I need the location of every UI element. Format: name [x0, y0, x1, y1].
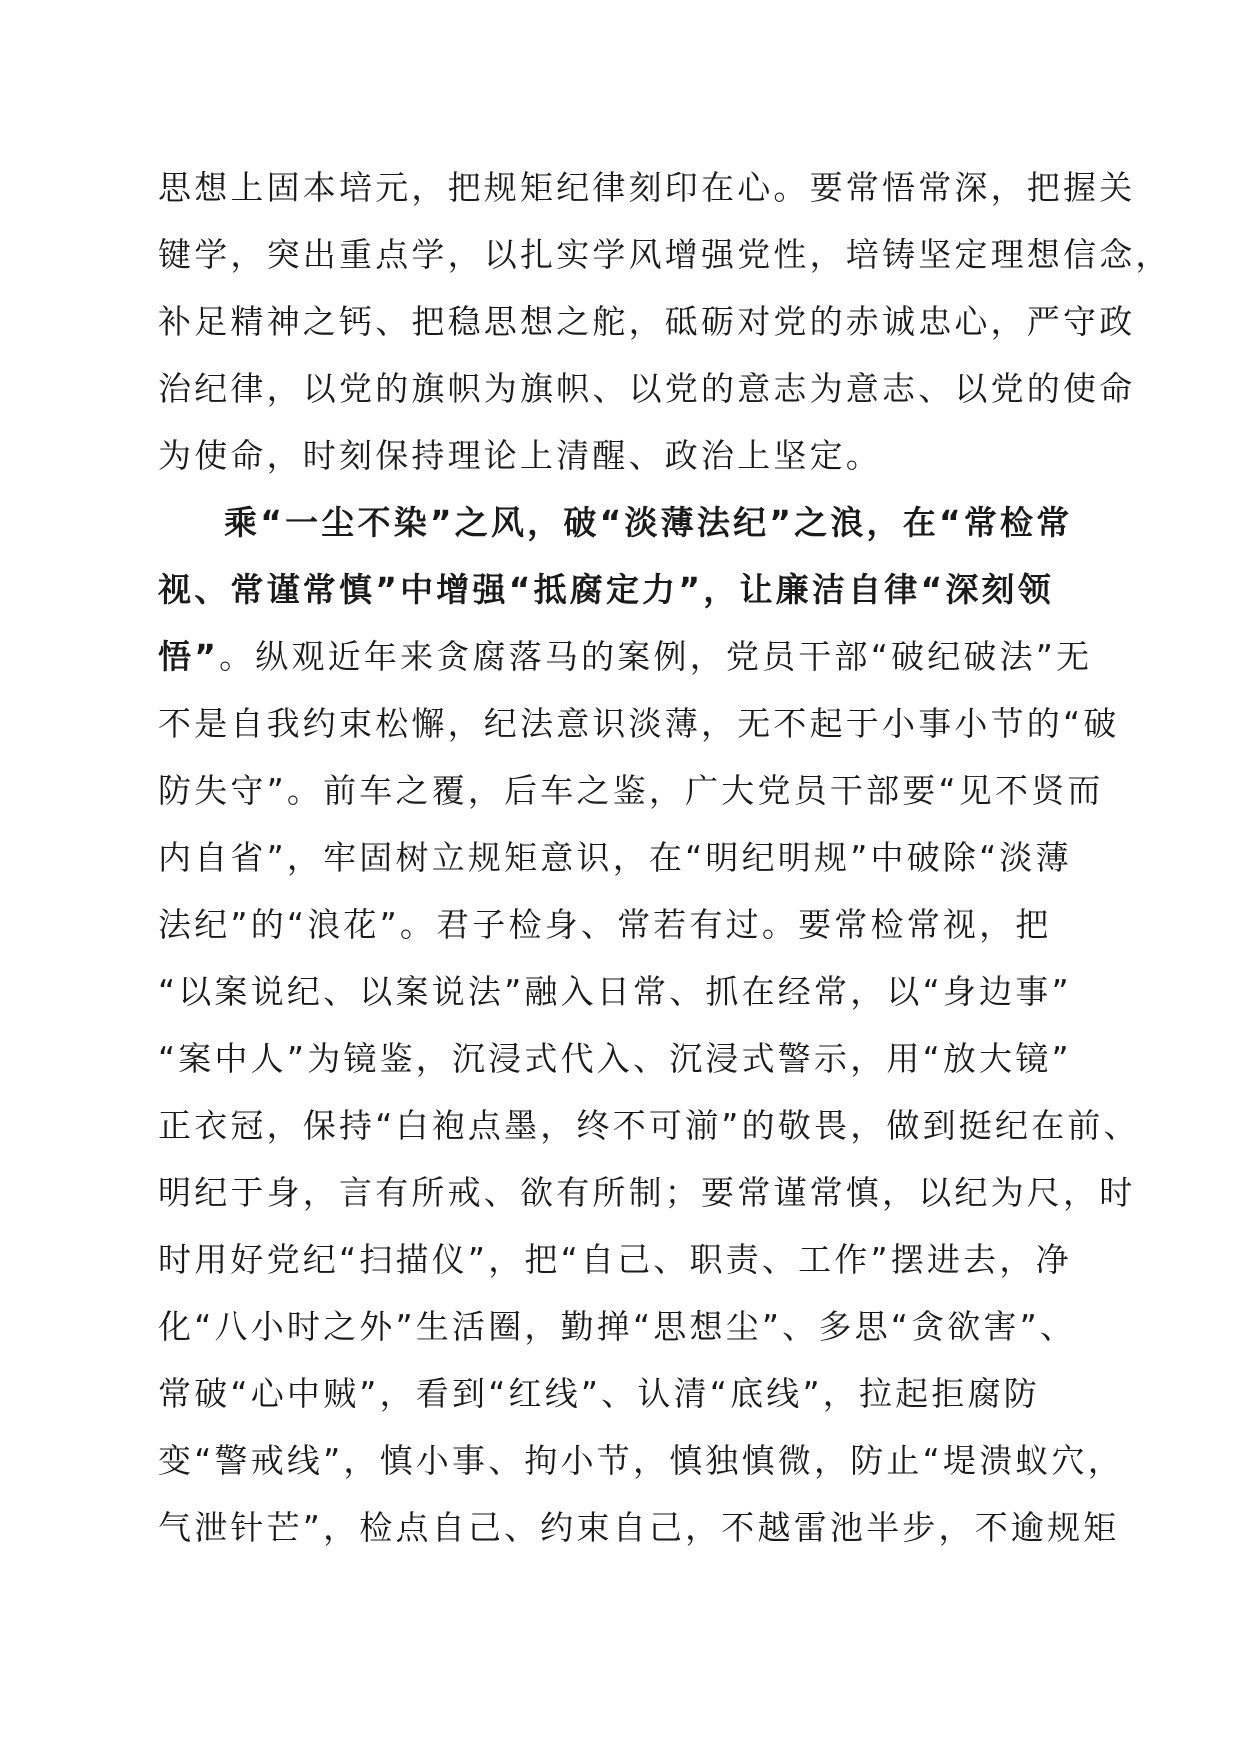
- paragraph-1-line-3: 补足精神之钙、把稳思想之舵，砥砺对党的赤诚忠心，严守政: [158, 302, 1136, 341]
- paragraph-2-line-15: 变“警戒线”，慎小事、拘小节，慎独慎微，防止“堤溃蚁穴，: [158, 1441, 1124, 1480]
- paragraph-2-heading-line-2: 视、常谨常慎”中增强“抵腐定力”，让廉洁自律“深刻领: [158, 570, 1054, 609]
- paragraph-2-line-14: 常破“心中贼”，看到“红线”、认清“底线”，拉起拒腐防: [158, 1374, 1040, 1413]
- paragraph-2-line-8: “以案说纪、以案说法”融入日常、抓在经常，以“身边事”: [158, 972, 1072, 1011]
- paragraph-2-line-4: 不是自我约束松懈，纪法意识淡薄，无不起于小事小节的“破: [158, 704, 1120, 743]
- paragraph-1-line-4: 治纪律，以党的旗帜为旗帜、以党的意志为意志、以党的使命: [158, 369, 1136, 408]
- paragraph-2-line-3: [158, 637, 1093, 677]
- paragraph-2-line-16: 气泄针芒”，检点自己、约束自己，不越雷池半步，不逾规矩: [158, 1508, 1120, 1547]
- paragraph-2-heading-line-1: 乘“一尘不染”之风，破“淡薄法纪”之浪，在“常检常: [224, 503, 1073, 542]
- paragraph-2-line-12: 时用好党纪“扫描仪”，把“自己、职责、工作”摆进去，净: [158, 1240, 1072, 1279]
- paragraph-1-line-1: 思想上固本培元，把规矩纪律刻印在心。要常悟常深，把握关: [158, 168, 1136, 207]
- paragraph-2-line-5: 防失守”。前车之覆，后车之鉴，广大党员干部要“见不贤而: [158, 771, 1104, 810]
- paragraph-2-line-11: 明纪于身，言有所戒、欲有所制；要常谨常慎，以纪为尺，时: [158, 1173, 1136, 1212]
- paragraph-2-heading-line-3: 悟”: [158, 637, 220, 676]
- paragraph-2-line-10: 正衣冠，保持“白袍点墨，终不可湔”的敬畏，做到挺纪在前、: [158, 1106, 1140, 1145]
- paragraph-1-line-5: 为使命，时刻保持理论上清醒、政治上坚定。: [158, 436, 882, 475]
- paragraph-2-line-6: 内自省”，牢固树立规矩意识，在“明纪明规”中破除“淡薄: [158, 838, 1072, 877]
- paragraph-2-line-9: “案中人”为镜鉴，沉浸式代入、沉浸式警示，用“放大镜”: [158, 1039, 1072, 1078]
- paragraph-1-line-2: 键学，突出重点学，以扎实学风增强党性，培铸坚定理想信念，: [158, 235, 1172, 274]
- paragraph-2-line-13: 化“八小时之外”生活圈，勤掸“思想尘”、多思“贪欲害”、: [158, 1307, 1077, 1346]
- paragraph-2-line-7: 法纪”的“浪花”。君子检身、常若有过。要常检常视，把: [158, 905, 1052, 944]
- paragraph-2-line-3-rest: 。纵观近年来贪腐落马的案例，党员干部“破纪破法”无: [219, 637, 1093, 676]
